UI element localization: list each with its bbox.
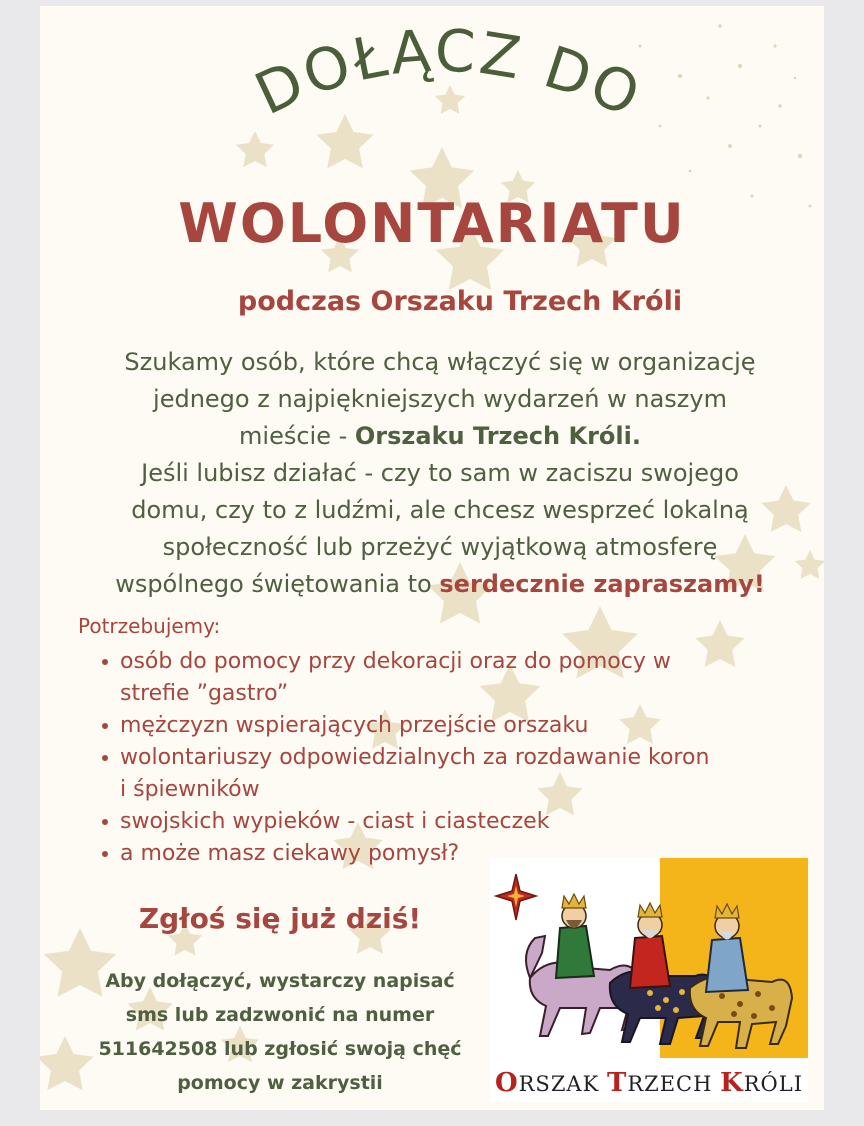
list-item: a może masz ciekawy pomysł? (102, 838, 722, 870)
king-1-icon (556, 894, 594, 978)
intro-line: jednego z najpiękniejszych wydarzeń w naszym (153, 385, 727, 413)
intro-line: Szukamy osób, które chcą włączyć się w organizację (124, 348, 756, 376)
contact-line: Aby dołączyć, wystarczy napisać (105, 970, 455, 992)
logo-word: RÓLI (743, 1072, 804, 1096)
list-item: osób do pomocy przy dekoracji oraz do pomocy w strefie ”gastro” (102, 646, 722, 710)
needs-heading: Potrzebujemy: (78, 614, 221, 638)
intro-bold-text: Orszaku Trzech Króli. (354, 422, 641, 450)
arc-heading-text: DOŁĄCZ DO (244, 16, 653, 132)
three-kings-illustration (490, 858, 808, 1063)
needs-list (102, 646, 722, 870)
contact-line: 511642508 lub zgłosić swoją chęć (98, 1038, 462, 1060)
orszak-logo (490, 858, 808, 1102)
logo-wordmark (490, 1068, 808, 1098)
logo-initial: K (720, 1068, 744, 1098)
list-item: wolontariuszy odpowiedzialnych za rozdawanie koron i śpiewników (102, 742, 722, 806)
list-item: swojskich wypieków - ciast i ciasteczek (102, 806, 722, 838)
intro-line (70, 418, 810, 455)
logo-word: RSZAK (518, 1072, 600, 1096)
king-2-icon (630, 903, 670, 988)
page-subtitle: podczas Orszaku Trzech Króli (237, 286, 683, 317)
intro-text: wspólnego świętowania to (115, 570, 440, 598)
poster (40, 6, 824, 1110)
contact-info (70, 964, 490, 1100)
intro-paragraph (70, 344, 810, 603)
intro-text: mieście - (239, 422, 355, 450)
heading-arc (40, 6, 824, 206)
star-of-bethlehem-icon (496, 874, 536, 920)
contact-line: sms lub zadzwonić na numer (125, 1004, 435, 1026)
list-item: mężczyzn wspierających przejście orszaku (102, 710, 722, 742)
logo-initial: T (606, 1068, 628, 1098)
king-3-icon (706, 904, 748, 992)
intro-line: Jeśli lubisz działać - czy to sam w zaciszu swojego (141, 459, 739, 487)
invitation-text: serdecznie zapraszamy! (439, 570, 765, 598)
page-title: WOLONTARIATU (178, 192, 686, 255)
svg-text:DOŁĄCZ DO (245, 16, 652, 131)
intro-line: domu, czy to z ludźmi, ale chcesz wesprzeć lokalną (131, 496, 749, 524)
contact-line: pomocy w zakrystii (177, 1072, 383, 1094)
logo-initial: O (494, 1068, 519, 1098)
intro-line: społeczność lub przeżyć wyjątkową atmosferę (162, 533, 718, 561)
intro-line (70, 566, 810, 603)
call-to-action: Zgłoś się już dziś! (138, 902, 422, 935)
logo-word: RZECH (627, 1072, 713, 1096)
